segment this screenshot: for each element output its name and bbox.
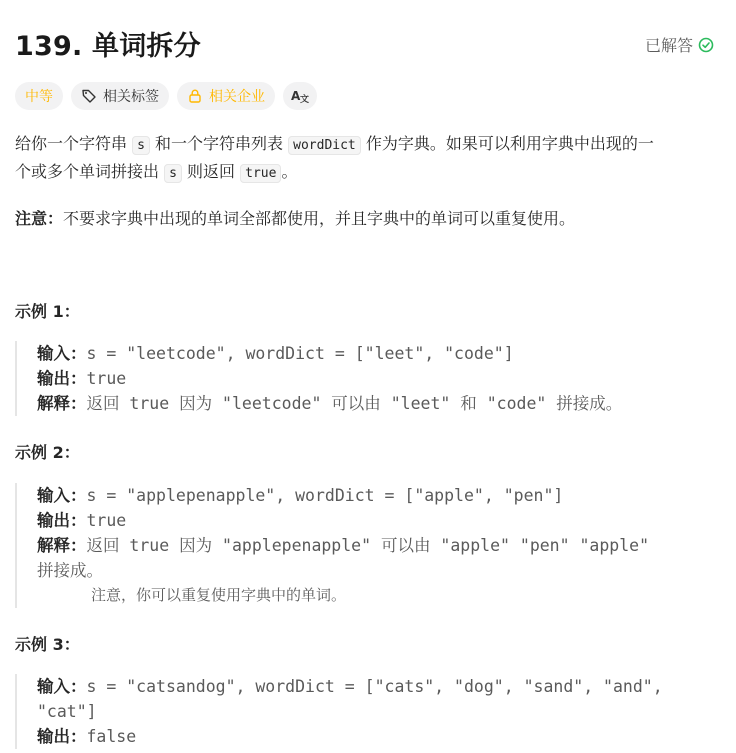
- example-2-output-value: true: [86, 511, 127, 530]
- example-1-input-value: s = "leetcode", wordDict = ["leet", "code"]: [86, 344, 514, 363]
- note-paragraph: [15, 206, 575, 232]
- problem-title: 139. 单词拆分: [15, 31, 201, 62]
- tag-row: [15, 82, 317, 110]
- desc-text: 则返回: [187, 162, 236, 181]
- example-1-output: [37, 366, 736, 391]
- example-2-output: [37, 508, 736, 533]
- inline-code-true: true: [240, 164, 281, 183]
- difficulty-label: 中等: [25, 89, 53, 105]
- description-paragraph: [15, 131, 715, 187]
- desc-text: 。: [281, 162, 298, 181]
- output-label: 输出：: [37, 369, 87, 388]
- example-3-title: 示例 3：: [15, 635, 80, 654]
- example-2-explain-value-1: 返回 true 因为 "applepenapple" 可以由 "apple" "pen" "apple": [86, 536, 650, 555]
- example-1-explain: [37, 391, 736, 416]
- lock-icon: [187, 88, 203, 104]
- example-2-explain: [37, 533, 736, 558]
- output-label: 输出：: [37, 511, 87, 530]
- inline-code-s: s: [132, 136, 150, 155]
- desc-text: 和一个字符串列表: [155, 134, 284, 153]
- solved-label: 已解答: [644, 36, 693, 55]
- output-label: 输出：: [37, 727, 87, 746]
- svg-text:文: 文: [300, 95, 309, 104]
- topics-tag-label: 相关标签: [103, 89, 159, 105]
- example-3-input-cont: "cat"]: [37, 702, 97, 721]
- example-1-title: 示例 1：: [15, 302, 80, 321]
- example-1-block: [15, 341, 736, 416]
- example-2-title: 示例 2：: [15, 443, 80, 462]
- translate-icon: [291, 88, 309, 104]
- input-label: 输入：: [37, 677, 87, 696]
- desc-text: 作为字典。如果可以利用字典中出现的一: [365, 134, 654, 153]
- inline-code-worddict: wordDict: [288, 136, 361, 155]
- note-label: 注意：: [15, 209, 64, 228]
- example-2-explain-cont: 拼接成。: [37, 561, 103, 580]
- desc-text: 个或多个单词拼接出: [15, 162, 160, 181]
- difficulty-badge: [15, 82, 63, 110]
- solved-status[interactable]: [645, 33, 714, 56]
- example-3-input-value-1: s = "catsandog", wordDict = ["cats", "dog", "sand", "and",: [86, 677, 663, 696]
- example-2-explain-note: 注意，你可以重复使用字典中的单词。: [91, 586, 347, 604]
- example-3-block: [15, 674, 736, 749]
- example-1-output-value: true: [86, 369, 127, 388]
- desc-text: 给你一个字符串: [15, 134, 128, 153]
- companies-tag-label: 相关企业: [209, 89, 265, 105]
- translate-button[interactable]: [283, 82, 317, 110]
- example-3-input: [37, 674, 736, 699]
- problem-description: [15, 131, 715, 187]
- explain-label: 解释：: [37, 394, 87, 413]
- input-label: 输入：: [37, 486, 87, 505]
- example-3-output-value: false: [86, 727, 137, 746]
- companies-tag-button[interactable]: [177, 82, 275, 110]
- input-label: 输入：: [37, 344, 87, 363]
- note-text: 不要求字典中出现的单词全部都使用，并且字典中的单词可以重复使用。: [63, 209, 576, 228]
- example-2-block: [15, 483, 736, 608]
- inline-code-s2: s: [164, 164, 182, 183]
- explain-label: 解释：: [37, 536, 87, 555]
- example-1-input: [37, 341, 736, 366]
- svg-text:A: A: [291, 89, 301, 103]
- example-2-input: [37, 483, 736, 508]
- example-3-output: [37, 724, 736, 749]
- topics-tag-button[interactable]: [71, 82, 169, 110]
- example-2-input-value: s = "applepenapple", wordDict = ["apple", "pen"]: [86, 486, 564, 505]
- example-1-explain-value: 返回 true 因为 "leetcode" 可以由 "leet" 和 "code" 拼接成。: [86, 394, 623, 413]
- check-circle-icon: [698, 37, 714, 53]
- tag-icon: [81, 88, 97, 104]
